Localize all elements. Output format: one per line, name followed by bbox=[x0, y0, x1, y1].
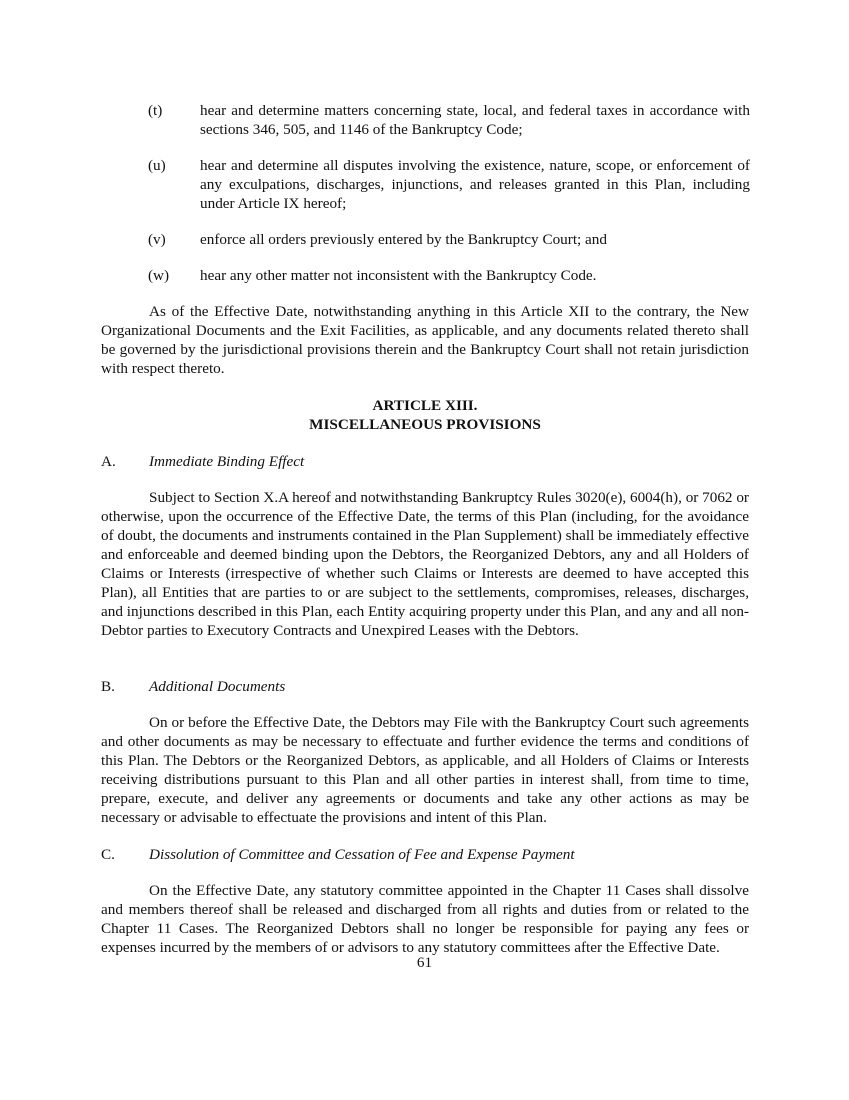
section-label: B. bbox=[101, 678, 115, 695]
list-item bbox=[148, 156, 750, 213]
article-title: MISCELLANEOUS PROVISIONS bbox=[309, 416, 541, 433]
list-item-label: (v) bbox=[148, 231, 166, 248]
list-item-label: (w) bbox=[148, 267, 170, 284]
section-title: Dissolution of Committee and Cessation of Fee and Expense Payment bbox=[149, 846, 575, 863]
article-xii-closing-paragraph: As of the Effective Date, notwithstanding anything in this Article XII to the contrary, the New Organizational Documents and the Exit Facilities, as applicable, and any documents related thereto shall be governed by the jurisdictional provisions therein and the Bankruptcy Court shall not retain jurisdiction with respect thereto. bbox=[101, 303, 749, 377]
page-number: 61 bbox=[416, 954, 433, 971]
list-item bbox=[148, 230, 750, 249]
section-label: A. bbox=[101, 453, 116, 470]
list-item-text: hear any other matter not inconsistent with the Bankruptcy Code. bbox=[200, 267, 597, 284]
section-title: Immediate Binding Effect bbox=[149, 453, 305, 470]
section-title: Additional Documents bbox=[149, 678, 286, 695]
section-label: C. bbox=[101, 846, 115, 863]
article-number: ARTICLE XIII. bbox=[372, 397, 478, 414]
list-item bbox=[148, 266, 750, 285]
list-item-text: hear and determine all disputes involving the existence, nature, scope, or enforcement of any exculpations, discharges, injunctions, and releases granted in this Plan, including under Article IX hereof; bbox=[200, 157, 750, 212]
section-c-body: On the Effective Date, any statutory committee appointed in the Chapter 11 Cases shall dissolve and members thereof shall be released and discharged from all rights and duties from or related to the Chapter 11 Cases. The Reorganized Debtors shall no longer be responsible for paying any fees or expenses incurred by the members of or advisors to any statutory committees after the Effective Date. bbox=[101, 882, 749, 956]
section-b-body: On or before the Effective Date, the Debtors may File with the Bankruptcy Court such agreements and other documents as may be necessary to effectuate and further evidence the terms and conditions of this Plan. The Debtors or the Reorganized Debtors, as applicable, and all Holders of Claims or Interests receiving distributions pursuant to this Plan and all other parties in interest shall, from time to time, prepare, execute, and deliver any agreements or documents and take any other actions as may be necessary or advisable to effectuate the provisions and intent of this Plan. bbox=[101, 714, 749, 826]
list-item bbox=[148, 101, 750, 139]
list-item-label: (u) bbox=[148, 157, 166, 174]
list-item-text: enforce all orders previously entered by the Bankruptcy Court; and bbox=[200, 231, 607, 248]
section-a-body: Subject to Section X.A hereof and notwithstanding Bankruptcy Rules 3020(e), 6004(h), or 7062 or otherwise, upon the occurrence of the Effective Date, the terms of this Plan (including, for the avoidance of doubt, the documents and instruments contained in the Plan Supplement) shall be immediately effective and enforceable and deemed binding upon the Debtors, the Reorganized Debtors, any and all Holders of Claims or Interests (irrespective of whether such Claims or Interests are deemed to have accepted this Plan), all Entities that are parties to or are subject to the settlements, compromises, releases, discharges, and injunctions described in this Plan, each Entity acquiring property under this Plan, and any and all non-Debtor parties to Executory Contracts and Unexpired Leases with the Debtors. bbox=[101, 489, 749, 639]
list-item-label: (t) bbox=[148, 102, 163, 119]
list-item-text: hear and determine matters concerning state, local, and federal taxes in accordance with sections 346, 505, and 1146 of the Bankruptcy Code; bbox=[200, 102, 750, 138]
